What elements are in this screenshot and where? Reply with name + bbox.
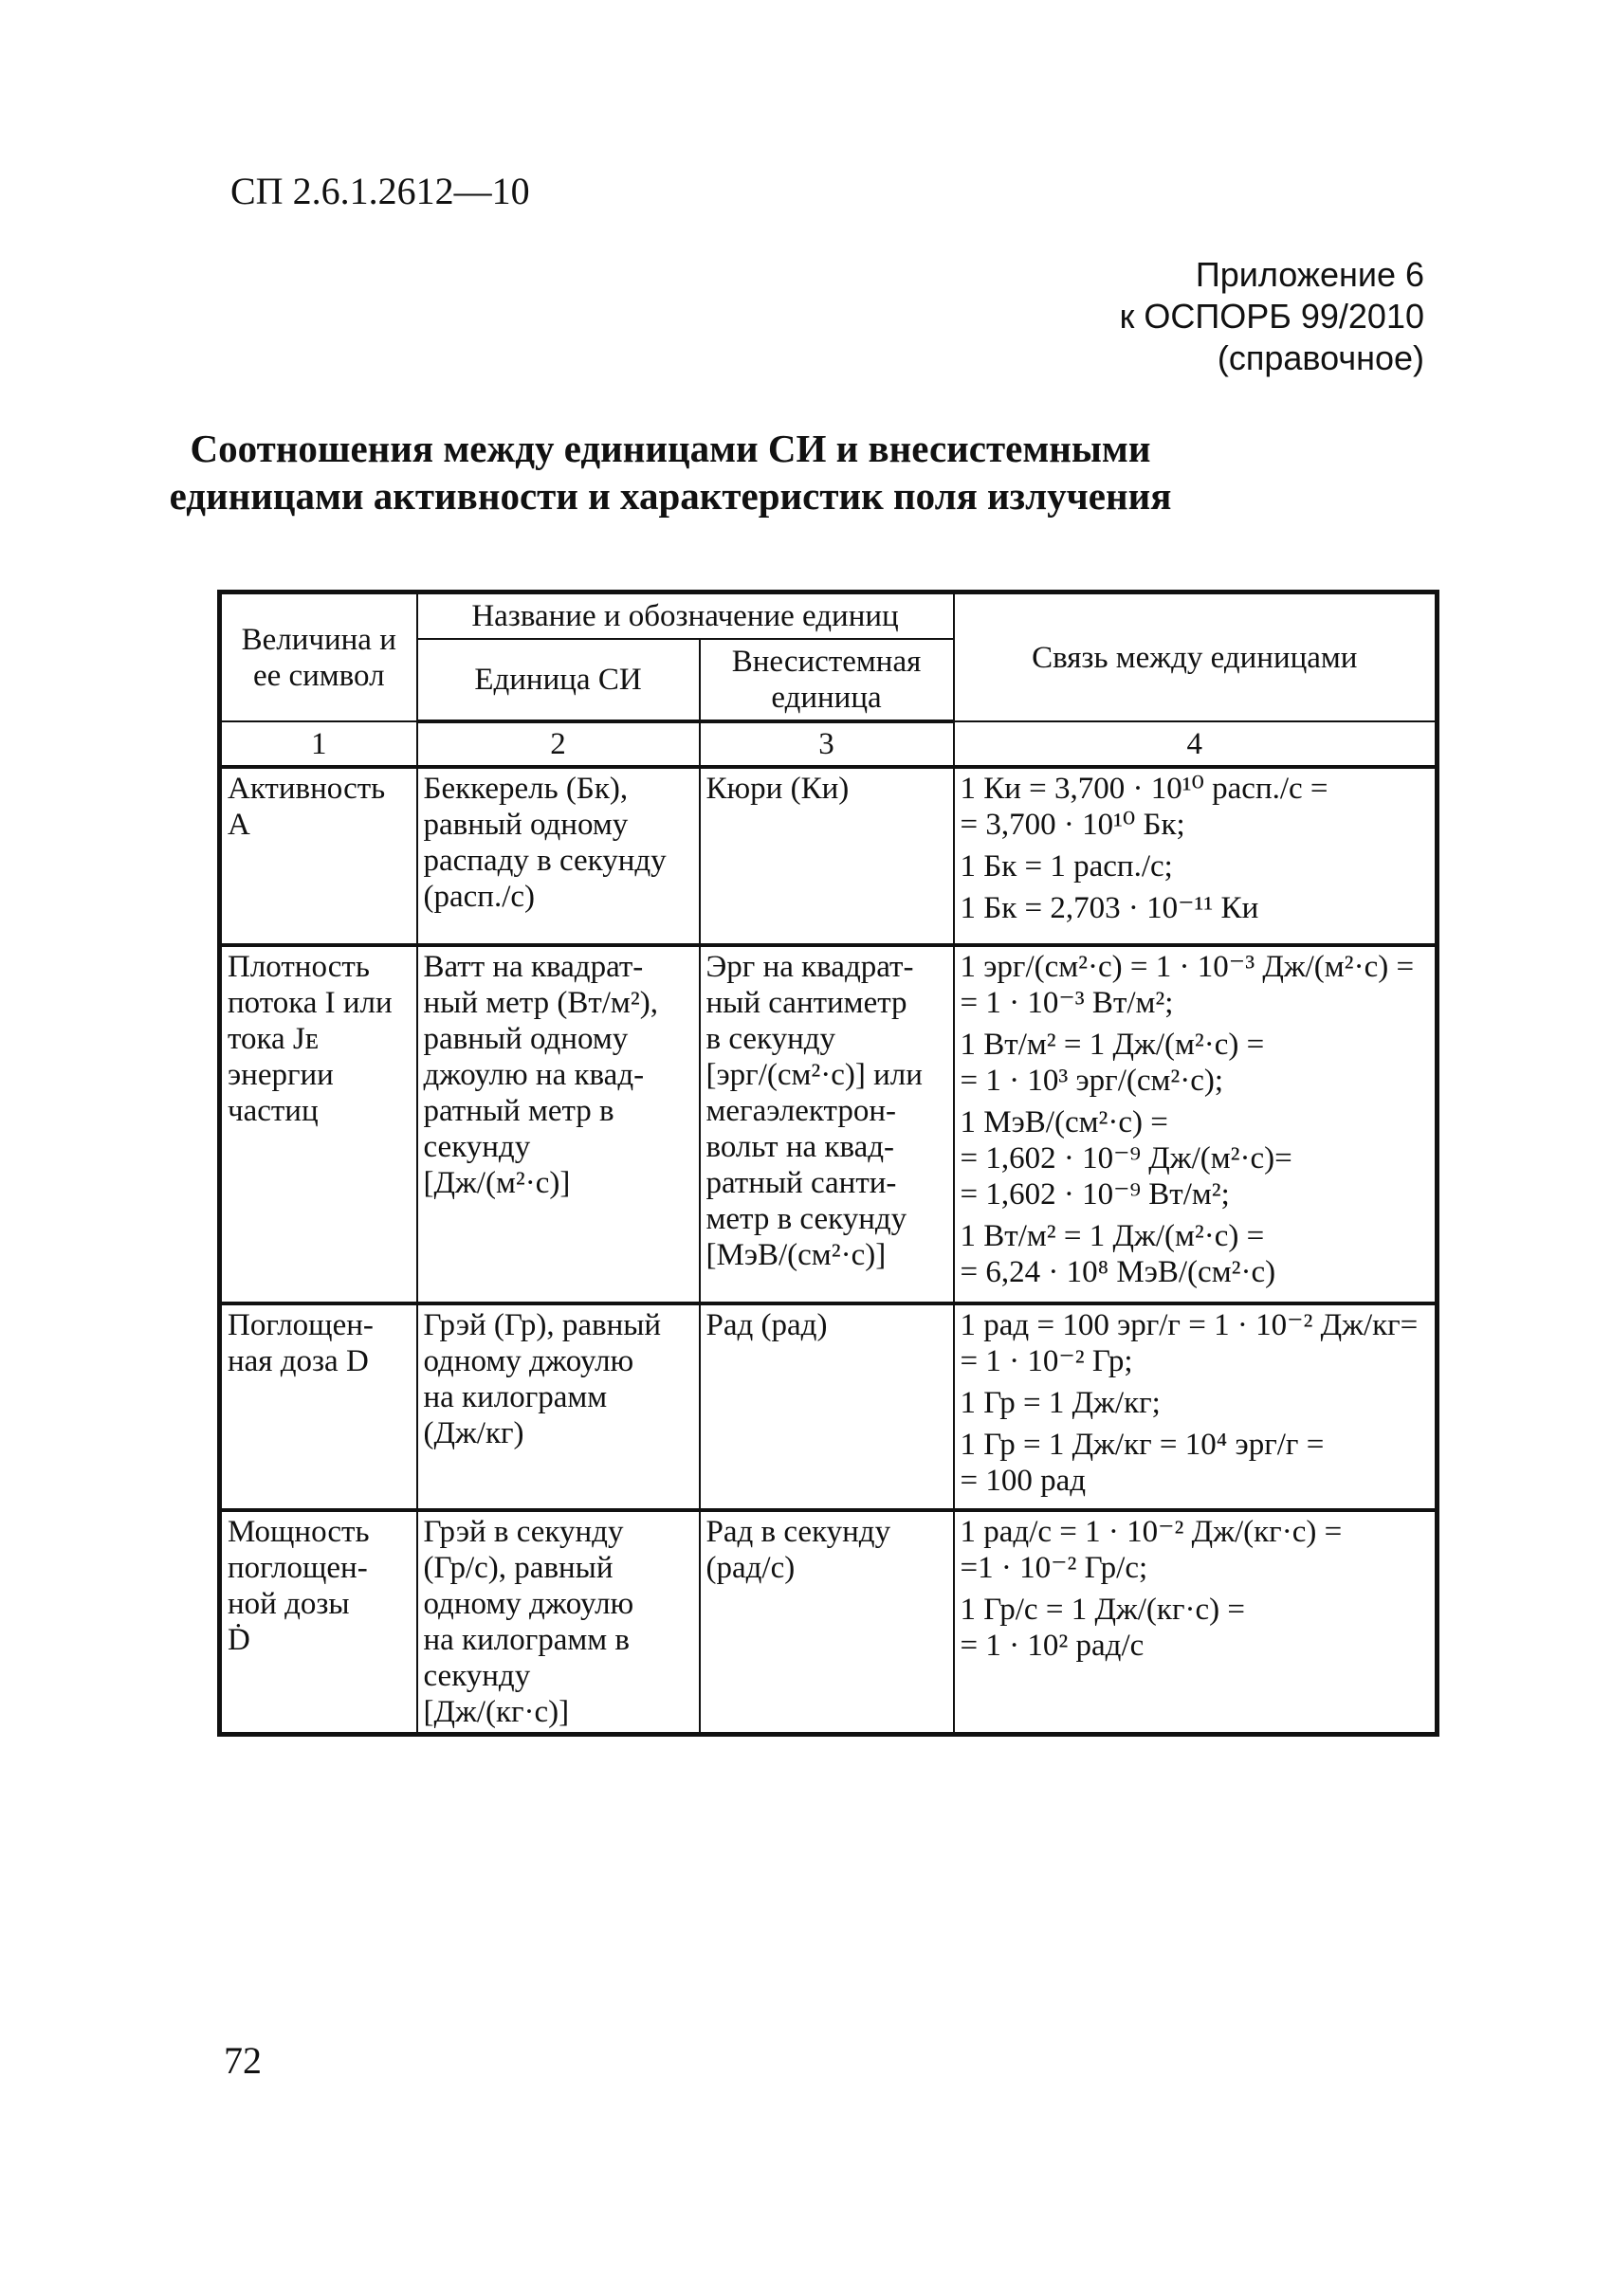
cell-line: ной дозы [228, 1587, 350, 1621]
cell-line: секунду [423, 1659, 531, 1693]
cell-line: Плотность [228, 950, 370, 984]
cell-line: одному джоулю [423, 1344, 634, 1378]
formula-line: 1 Вт/м² = 1 Дж/(м²·с) = [960, 1219, 1265, 1253]
formula-line: 1 Гр/с = 1 Дж/(кг·с) = [960, 1593, 1245, 1627]
table-row [220, 1510, 1438, 1735]
cell-line: Рад (рад) [705, 1308, 828, 1342]
table-header-row [220, 592, 1438, 640]
cell-line: [МэВ/(см²·с)] [705, 1238, 887, 1272]
column-number: 3 [700, 721, 954, 767]
cell-line: ный сантиметр [705, 986, 907, 1020]
cell-line: метр в секунду [705, 1202, 907, 1236]
header-unit-names-group: Название и обозначение единиц [417, 592, 954, 640]
relation-formula [961, 1104, 1430, 1212]
cell-line: распаду в секунду [423, 844, 667, 878]
appendix-line: к ОСПОРБ 99/2010 [1119, 297, 1424, 336]
document-code: СП 2.6.1.2612—10 [230, 170, 530, 212]
formula-line: = 1,602 · 10⁻⁹ Вт/м²; [960, 1177, 1230, 1212]
relation-cell [954, 1510, 1438, 1735]
quantity-cell [220, 1510, 417, 1735]
header-line: Величина и [241, 622, 396, 657]
appendix-line: Приложение 6 [1195, 255, 1424, 294]
cell-line: на килограмм [423, 1380, 608, 1414]
cell-line: вольт на квад- [705, 1130, 895, 1164]
cell-line: в секунду [705, 1022, 836, 1056]
cell-line: ратный метр в [423, 1094, 614, 1128]
relation-formula [961, 1427, 1430, 1499]
relation-formula [961, 1385, 1430, 1421]
formula-line: = 1,602 · 10⁻⁹ Дж/(м²·с)= [960, 1141, 1292, 1175]
formula-line: 1 Бк = 1 расп./с; [960, 849, 1173, 884]
si-unit-cell [417, 1510, 700, 1735]
header-si-unit: Единица СИ [417, 639, 700, 721]
quantity-cell [220, 945, 417, 1303]
non-system-unit-cell [700, 1303, 954, 1510]
formula-line: 1 эрг/(см²·с) = 1 · 10⁻³ Дж/(м²·с) = [960, 950, 1415, 984]
relation-cell [954, 1303, 1438, 1510]
formula-line: = 3,700 · 10¹⁰ Бк; [960, 808, 1185, 842]
cell-line: Грэй (Гр), равный [423, 1308, 662, 1342]
formula-line: 1 Гр = 1 Дж/кг; [960, 1386, 1161, 1420]
units-table [217, 590, 1439, 1737]
cell-line: тока Jᴇ [228, 1022, 320, 1056]
cell-line: Ḋ [228, 1623, 250, 1657]
si-unit-cell [417, 1303, 700, 1510]
page-title-line: Соотношения между единицами СИ и внесистемными [190, 427, 1151, 470]
header-line: единица [771, 681, 882, 715]
cell-line: (расп./с) [423, 880, 535, 914]
formula-line: 1 Ки = 3,700 · 10¹⁰ расп./с = [960, 772, 1328, 806]
table-row [220, 945, 1438, 1303]
cell-line: А [228, 808, 250, 842]
formula-line: 1 МэВ/(см²·с) = [960, 1105, 1168, 1139]
relation-formula [961, 771, 1430, 843]
si-unit-cell [417, 945, 700, 1303]
cell-line: Эрг на квадрат- [705, 950, 914, 984]
cell-line: [Дж/(м²·с)] [423, 1166, 571, 1200]
non-system-unit-cell [700, 767, 954, 945]
formula-line: 1 рад/с = 1 · 10⁻² Дж/(кг·с) = [960, 1515, 1343, 1549]
formula-line: 1 Вт/м² = 1 Дж/(м²·с) = [960, 1028, 1265, 1062]
relation-formula [961, 1027, 1430, 1099]
cell-line: ный метр (Вт/м²), [423, 986, 658, 1020]
formula-line: = 1 · 10² рад/с [960, 1629, 1145, 1663]
cell-line: ратный санти- [705, 1166, 897, 1200]
cell-line: (рад/с) [705, 1551, 796, 1585]
cell-line: [Дж/(кг·с)] [423, 1695, 570, 1729]
formula-line: =1 · 10⁻² Гр/с; [960, 1551, 1148, 1585]
page-title-line: единицами активности и характеристик поля излучения [169, 474, 1172, 518]
formula-line: = 1 · 10³ эрг/(см²·с); [960, 1064, 1224, 1098]
cell-line: Беккерель (Бк), [423, 772, 629, 806]
cell-line: (Дж/кг) [423, 1416, 524, 1450]
cell-line: Поглощен- [228, 1308, 374, 1342]
formula-line: = 1 · 10⁻³ Вт/м²; [960, 986, 1174, 1020]
relation-formula [961, 1514, 1430, 1586]
si-unit-cell [417, 767, 700, 945]
cell-line: Активность [228, 772, 386, 806]
formula-line: 1 Бк = 2,703 · 10⁻¹¹ Ки [960, 891, 1259, 925]
table-row [220, 767, 1438, 945]
column-number: 2 [417, 721, 700, 767]
appendix-line: (справочное) [1217, 338, 1424, 377]
column-number-row [220, 721, 1438, 767]
cell-line: Ватт на квадрат- [423, 950, 644, 984]
cell-line: на килограмм в [423, 1623, 630, 1657]
formula-line: = 100 рад [960, 1464, 1087, 1498]
page-number: 72 [224, 2039, 262, 2082]
column-number: 4 [954, 721, 1438, 767]
header-line: Внесистемная [731, 645, 922, 679]
cell-line: Рад в секунду [705, 1515, 891, 1549]
cell-line: мегаэлектрон- [705, 1094, 896, 1128]
cell-line: Кюри (Ки) [705, 772, 850, 806]
appendix-label [1120, 254, 1424, 379]
non-system-unit-cell [700, 1510, 954, 1735]
header-relation: Связь между единицами [954, 592, 1438, 722]
formula-line: 1 Гр = 1 Дж/кг = 10⁴ эрг/г = [960, 1428, 1325, 1462]
cell-line: равный одному [423, 808, 629, 842]
relation-formula [961, 1307, 1430, 1379]
cell-line: [эрг/(см²·с)] или [705, 1058, 923, 1092]
formula-line: = 6,24 · 10⁸ МэВ/(см²·с) [960, 1255, 1276, 1289]
relation-formula [961, 890, 1430, 926]
cell-line: джоулю на квад- [423, 1058, 645, 1092]
header-non-system-unit [700, 639, 954, 721]
cell-line: частиц [228, 1094, 319, 1128]
column-number: 1 [220, 721, 417, 767]
relation-formula [961, 949, 1430, 1021]
cell-line: одному джоулю [423, 1587, 634, 1621]
quantity-cell [220, 767, 417, 945]
page-title [0, 425, 1341, 519]
cell-line: поглощен- [228, 1551, 368, 1585]
table-row [220, 1303, 1438, 1510]
non-system-unit-cell [700, 945, 954, 1303]
quantity-cell [220, 1303, 417, 1510]
cell-line: (Гр/с), равный [423, 1551, 614, 1585]
cell-line: энергии [228, 1058, 334, 1092]
header-line: ее символ [252, 658, 385, 693]
cell-line: Мощность [228, 1515, 370, 1549]
relation-formula [961, 1592, 1430, 1664]
cell-line: потока I или [228, 986, 393, 1020]
header-quantity [220, 592, 417, 722]
formula-line: = 1 · 10⁻² Гр; [960, 1344, 1133, 1378]
relation-cell [954, 767, 1438, 945]
relation-cell [954, 945, 1438, 1303]
cell-line: Грэй в секунду [423, 1515, 624, 1549]
cell-line: ная доза D [228, 1344, 369, 1378]
cell-line: равный одному [423, 1022, 629, 1056]
formula-line: 1 рад = 100 эрг/г = 1 · 10⁻² Дж/кг= [960, 1308, 1419, 1342]
relation-formula [961, 1218, 1430, 1290]
cell-line: секунду [423, 1130, 531, 1164]
relation-formula [961, 848, 1430, 884]
